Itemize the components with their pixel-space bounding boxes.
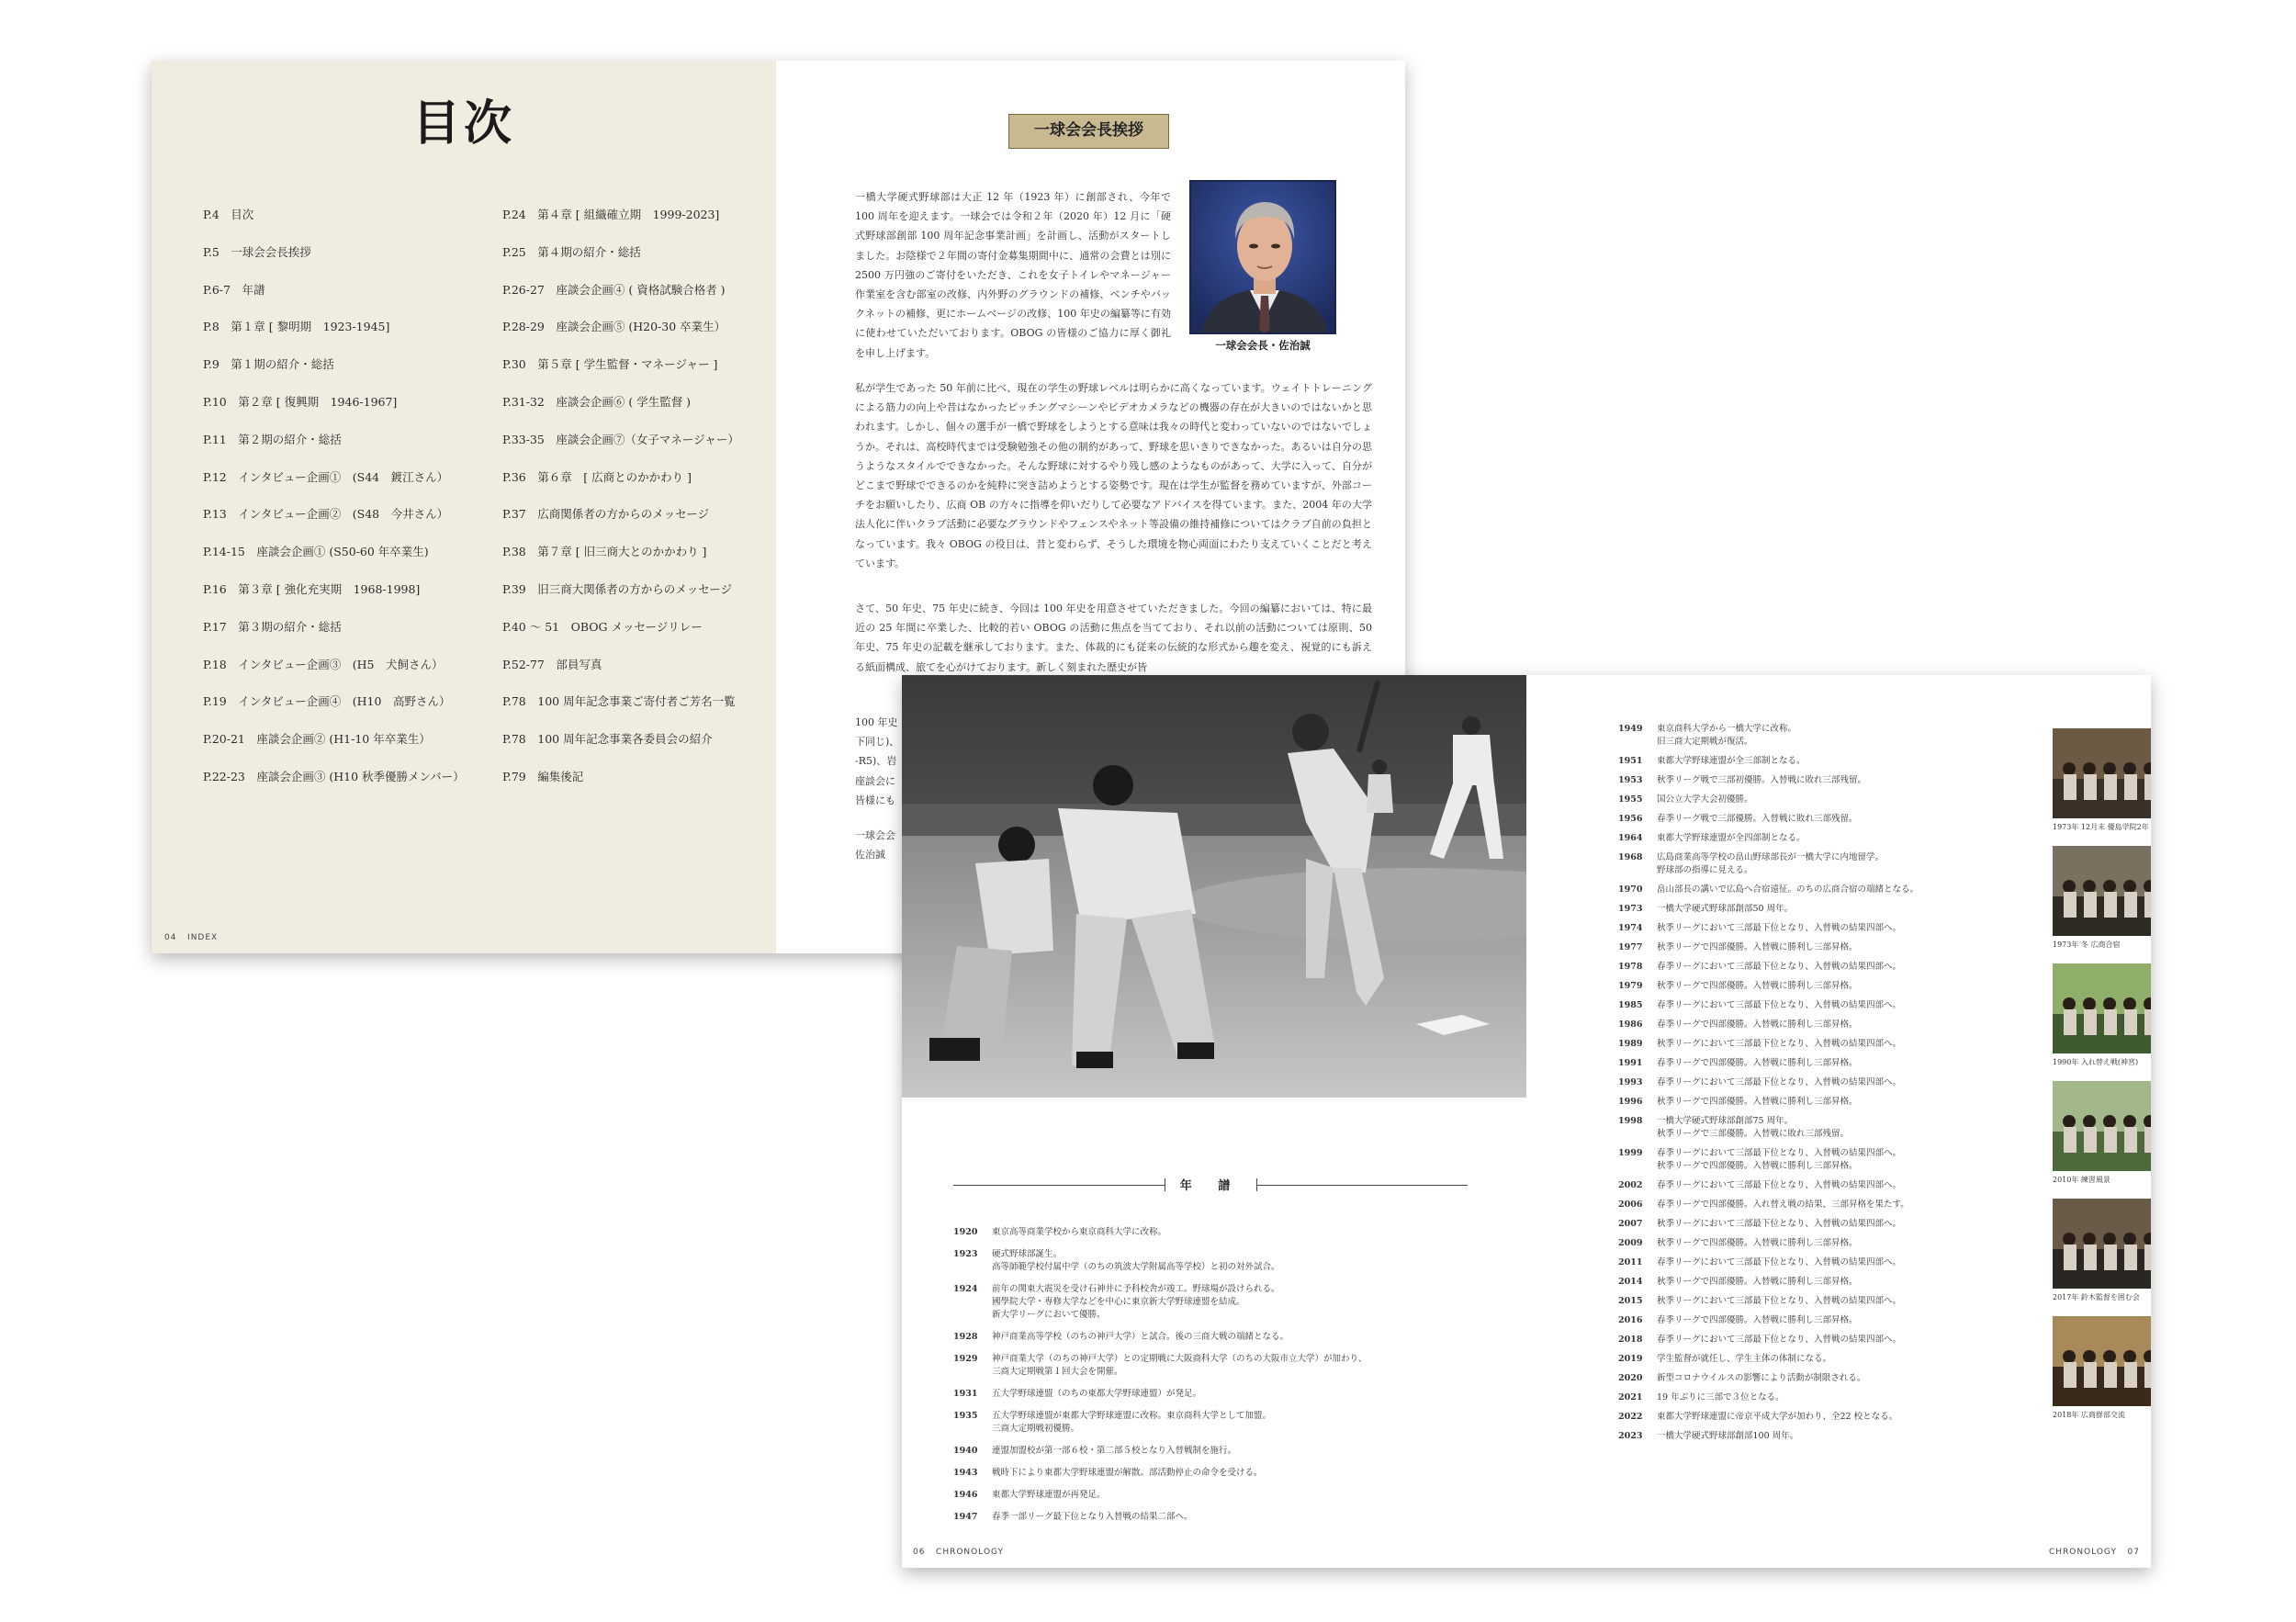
thumbnail-photo [2053, 846, 2151, 936]
timeline-entry [953, 1248, 1394, 1274]
timeline-left [953, 1226, 1394, 1533]
timeline-year: 1991 [1618, 1058, 1643, 1068]
timeline-year: 1946 [953, 1490, 978, 1500]
timeline-entry [1618, 1179, 2004, 1192]
toc-item: P.19 インタビュー企画④ (H10 高野さん） [203, 694, 451, 709]
timeline-entry [1618, 884, 2004, 896]
signature-title: 一球会会 [855, 829, 895, 841]
portrait-caption: 一球会会長・佐治誠 [1215, 339, 1311, 352]
toc-item: P.14-15 座談会企画① (S50-60 年卒業生) [203, 545, 429, 559]
toc-item: P.16 第３章 [ 強化充実期 1968-1998] [203, 581, 421, 596]
folio-label: INDEX [187, 933, 219, 942]
toc-item: P.10 第２章 [ 復興期 1946-1967] [203, 394, 398, 409]
timeline-year: 1968 [1618, 852, 1643, 862]
toc-item: P.78 100 周年記念事業ご寄付者ご芳名一覧 [502, 694, 736, 709]
toc-item: P.31-32 座談会企画⑥ ( 学生監督 ) [502, 394, 692, 409]
timeline-text: 秋季リーグにおいて三部最下位となり、入替戦の結果四部へ。 [1657, 923, 1902, 933]
timeline-year: 1931 [953, 1389, 978, 1399]
timeline-text: 春季リーグ戦で三部優勝。入替戦に敗れ三部残留。 [1657, 814, 1858, 824]
timeline-entry [953, 1331, 1394, 1344]
timeline-text: 神戸商業高等学校（のちの神戸大学）と試合。後の三商大戦の端緒となる。 [992, 1332, 1289, 1342]
timeline-text: 前年の関東大震災を受け石神井に予科校舎が竣工。野球場が設けられる。 國學院大学・専修大学などを中心に東京新大学野球連盟を結成。 新大学リーグにおいて優勝。 [992, 1284, 1280, 1320]
timeline-year: 2019 [1618, 1354, 1643, 1364]
thumbnail-caption: 2010年 練習風景 [2053, 1176, 2110, 1184]
timeline-text: 春季リーグで四部優勝。入替戦に勝利し三部昇格。 [1657, 1315, 1858, 1325]
toc-item: P.12 インタビュー企画① (S44 鍍江さん） [203, 469, 449, 484]
thumbnail-caption: 1973年 冬 広商合宿 [2053, 941, 2121, 949]
timeline-entry [1618, 1334, 2004, 1346]
chronology-title: 年 譜 [1179, 1179, 1242, 1193]
timeline-entry [1618, 755, 2004, 768]
timeline-year: 1955 [1618, 794, 1643, 805]
timeline-year: 2002 [1618, 1180, 1643, 1190]
timeline-text: 一橋大学硬式野球部創部100 周年。 [1657, 1431, 1799, 1441]
chronology-spread [902, 675, 2151, 1568]
timeline-year: 2016 [1618, 1315, 1643, 1325]
timeline-entry [1618, 999, 2004, 1012]
thumbnail-photo [2053, 1199, 2151, 1289]
timeline-entry [1618, 851, 2004, 877]
toc-item: P.78 100 周年記念事業各委員会の紹介 [502, 732, 713, 747]
timeline-text: 東都大学野球連盟が再発足。 [992, 1490, 1106, 1500]
thumbnail-photo [2053, 1316, 2151, 1406]
folio-number: 07 [2127, 1548, 2140, 1557]
timeline-text: 春季リーグにおいて三部最下位となり、入替戦の結果四部へ。 [1657, 1000, 1902, 1010]
timeline-text: 東都大学野球連盟に帝京平成大学が加わり、全22 校となる。 [1657, 1412, 1898, 1422]
thumbnail-photo [2053, 963, 2151, 1053]
timeline-text: 春季リーグにおいて三部最下位となり、入替戦の結果四部へ。 [1657, 1180, 1902, 1190]
greeting-paragraph: 一橋大学硬式野球部は大正 12 年（1923 年）に創部され、今年で 100 周年を迎えます。一球会では令和２年（2020 年）12 月に「硬式野球部創部 100 周年記念事業計画」を計画し、活動がスタートしました。お陰様で２年間の寄付金募集期間中に、通常の会費とは別に 2500 万円強のご寄付をいただき、これを女子トイレやマネージャー作業室を含む部室の改修、内外野のグラウンドの補修、ベンチやバックネットの補修、更にホームベージの改修、100 年史の編纂等に有効に使わせていただいております。OBOG の皆様のご協力に厚く御礼を申し上げます。 [855, 191, 1171, 359]
toc-column-left [203, 208, 478, 807]
toc-item: P.26-27 座談会企画④ ( 資格試験合格者 ) [502, 282, 726, 297]
timeline-year: 1999 [1618, 1148, 1643, 1158]
timeline-entry [1618, 723, 2004, 749]
greeting-paragraph: 私が学生であった 50 年前に比べ、現在の学生の野球レベルは明らかに高くなっています。ウェイトトレーニングによる筋力の向上や昔はなかったピッチングマシーンやビデオカメラなどの機器の存在が大きいのではないかと思われます。しかし、個々の選手が一橋で野球をしようとする意味は我々の時代と変わっていないのではないでしょうか。それは、高校時代までは受験勉強その他の制約があって、野球を思いきりできなかった。あるいは自分の思うようなスタイルでできなかった。そんな野球に対するやり残し感のようなものがあって、大学に入って、自分がどこまで野球でできるのかを純粋に突き詰めようとする姿勢です。現在は学生が監督を務めていますが、外部コーチをお願いしたり、広商 OB の方々に指導を仰いだりして必要なアドバイスを得ています。また、2004 年の大学法人化に伴いクラブ活動に必要なグラウンドやフェンスやネット等設備の維持補修についてはクラブ自前の負担となっています。我々 OBOG の役目は、昔と変わらず、そうした環境を物心両面にわたり支えていくことだと考えています。 [855, 382, 1372, 569]
greeting-heading: 一球会会長挨拶 [1008, 114, 1169, 149]
timeline-entry [1618, 1147, 2004, 1173]
timeline-entry [1618, 1295, 2004, 1308]
chronology-folio-right [2049, 1548, 2140, 1557]
timeline-year: 1986 [1618, 1019, 1643, 1030]
toc-item: P.38 第７章 [ 旧三商大とのかかわり ] [502, 545, 707, 559]
timeline-entry [1618, 1372, 2004, 1385]
timeline-text: 硬式野球部誕生。 高等師範学校付属中学（のちの筑波大学附属高等学校）と初の対外試合。 [992, 1249, 1280, 1272]
timeline-year: 1929 [953, 1354, 978, 1364]
timeline-entry [953, 1410, 1394, 1436]
thumbnail-caption: 1990年 入れ替え戦(神宮) [2053, 1058, 2139, 1066]
timeline-text: 連盟加盟校が第一部６校・第二部５校となり入替戦制を施行。 [992, 1446, 1237, 1456]
timeline-entry [1618, 1218, 2004, 1231]
timeline-text: 五大学野球連盟が東都大学野球連盟に改称。東京商科大学として加盟。 三商大定期戦初優勝。 [992, 1411, 1272, 1434]
timeline-text: 畠山部長の講いで広島へ合宿遠征。のちの広商合宿の端緒となる。 [1657, 884, 1919, 895]
timeline-year: 2009 [1618, 1238, 1643, 1248]
timeline-year: 1979 [1618, 981, 1643, 991]
timeline-year: 1985 [1618, 1000, 1643, 1010]
timeline-entry [953, 1445, 1394, 1458]
toc-item: P.30 第５章 [ 学生監督・マネージャー ] [502, 357, 718, 372]
timeline-year: 1940 [953, 1446, 978, 1456]
timeline-text: 春季一部リーグ最下位となり入替戦の結果二部へ。 [992, 1512, 1193, 1522]
timeline-entry [1618, 903, 2004, 916]
timeline-year: 1935 [953, 1411, 978, 1421]
timeline-entry [953, 1283, 1394, 1322]
timeline-year: 1993 [1618, 1077, 1643, 1087]
toc-item: P.37 広商関係者の方からのメッセージ [502, 507, 710, 522]
timeline-year: 1964 [1618, 833, 1643, 843]
timeline-text: 五大学野球連盟（のちの東都大学野球連盟）が発足。 [992, 1389, 1202, 1399]
timeline-entry [953, 1511, 1394, 1524]
toc-item: P.17 第３期の紹介・総括 [203, 619, 342, 634]
timeline-text: 秋季リーグ戦で三部初優勝。入替戦に敗れ三部残留。 [1657, 775, 1867, 785]
toc-item: P.39 旧三商大関係者の方からのメッセージ [502, 581, 733, 596]
timeline-entry [1618, 1199, 2004, 1211]
timeline-year: 1978 [1618, 962, 1643, 972]
timeline-entry [953, 1467, 1394, 1480]
timeline-year: 2020 [1618, 1373, 1643, 1383]
baseball-batting-photo [902, 675, 1526, 1098]
timeline-entry [1618, 980, 2004, 993]
timeline-right [1618, 723, 2004, 1449]
timeline-entry [1618, 1276, 2004, 1289]
thumbnail-caption: 1973年 12月末 優島学院2年 [2053, 823, 2149, 831]
timeline-year: 2011 [1618, 1257, 1643, 1267]
chronology-folio-left [913, 1548, 1004, 1557]
timeline-entry [1618, 1019, 2004, 1031]
toc-item: P.4 目次 [203, 208, 254, 221]
toc-item: P.18 インタビュー企画③ (H5 犬飼さん） [203, 657, 444, 671]
timeline-text: 一橋大学硬式野球部創部50 周年。 [1657, 904, 1794, 914]
timeline-year: 1951 [1618, 756, 1643, 766]
thumbnail-caption: 2017年 鈴木監督を囲む会 [2053, 1293, 2140, 1301]
timeline-entry [1618, 941, 2004, 954]
timeline-year: 1996 [1618, 1097, 1643, 1107]
toc-item: P.52-77 部員写真 [502, 657, 602, 671]
timeline-text: 春季リーグにおいて三部最下位となり、入替戦の結果四部へ。 [1657, 1335, 1902, 1345]
timeline-text: 秋季リーグで四部優勝。入替戦に勝利し三部昇格。 [1657, 1277, 1858, 1287]
timeline-entry [1618, 1076, 2004, 1089]
index-page [152, 61, 776, 953]
timeline-text: 春季リーグにおいて三部最下位となり、入替戦の結果四部へ。 [1657, 1257, 1902, 1267]
signature-name: 佐治誠 [855, 849, 885, 862]
thumbnail-photo [2053, 1081, 2151, 1171]
thumbnail-photo [2053, 728, 2151, 818]
chronology-heading [953, 1176, 1468, 1194]
timeline-year: 1949 [1618, 724, 1643, 734]
timeline-text: 学生監督が就任し、学生主体の体制になる。 [1657, 1354, 1832, 1364]
folio-label: CHRONOLOGY [936, 1548, 1005, 1557]
timeline-entry [1618, 813, 2004, 826]
timeline-text: 秋季リーグにおいて三部最下位となり、入替戦の結果四部へ。 [1657, 1296, 1902, 1306]
timeline-text: 東都大学野球連盟が全三部制となる。 [1657, 756, 1806, 766]
timeline-year: 2021 [1618, 1392, 1643, 1402]
timeline-text: 19 年ぶりに三部で３位となる。 [1657, 1392, 1784, 1402]
timeline-entry [1618, 1237, 2004, 1250]
timeline-entry [1618, 1430, 2004, 1443]
timeline-text: 秋季リーグで四部優勝。入替戦に勝利し三部昇格。 [1657, 942, 1858, 952]
timeline-year: 1953 [1618, 775, 1643, 785]
timeline-text: 春季リーグにおいて三部最下位となり、入替戦の結果四部へ。 秋季リーグで四部優勝。入替戦に勝利し三部昇格。 [1657, 1148, 1902, 1171]
timeline-entry [1618, 1057, 2004, 1070]
toc-item: P.22-23 座談会企画③ (H10 秋季優勝メンバー） [203, 769, 465, 783]
timeline-text: 春季リーグにおいて三部最下位となり、入替戦の結果四部へ。 [1657, 1077, 1902, 1087]
folio-number: 04 [164, 933, 177, 942]
timeline-year: 2015 [1618, 1296, 1643, 1306]
timeline-entry [1618, 1391, 2004, 1404]
timeline-year: 2006 [1618, 1200, 1643, 1210]
timeline-year: 1956 [1618, 814, 1643, 824]
timeline-text: 東都大学野球連盟が全四部制となる。 [1657, 833, 1806, 843]
timeline-entry [953, 1226, 1394, 1239]
timeline-year: 2018 [1618, 1335, 1643, 1345]
greeting-paragraph: 100 年史 下同じ)、 -R5)、岩 座談会に 皆様にも [855, 716, 900, 806]
toc-item: P.6-7 年譜 [203, 282, 265, 297]
toc-item: P.5 一球会会長挨拶 [203, 244, 311, 259]
timeline-year: 1928 [953, 1332, 978, 1342]
timeline-entry [1618, 1096, 2004, 1109]
folio-number: 06 [913, 1548, 926, 1557]
toc-item: P.13 インタビュー企画② (S48 今井さん） [203, 507, 449, 522]
timeline-entry [1618, 774, 2004, 787]
timeline-year: 1970 [1618, 884, 1643, 895]
timeline-text: 一橋大学硬式野球部創部75 周年。 秋季リーグで三部優勝。入替戦に敗れ三部残留。 [1657, 1116, 1850, 1139]
timeline-year: 1974 [1618, 923, 1643, 933]
toc-column-right [502, 208, 778, 807]
toc-item: P.8 第１章 [ 黎明期 1923-1945] [203, 320, 390, 334]
timeline-text: 神戸商業大学（のちの神戸大学）との定期戦に大阪商科大学（のちの大阪市立大学）が加わり、 三商大定期戦第１回大会を開催。 [992, 1354, 1367, 1377]
timeline-text: 秋季リーグで四部優勝。入替戦に勝利し三部昇格。 [1657, 981, 1858, 991]
timeline-entry [1618, 1353, 2004, 1366]
timeline-text: 東京高等商業学校から東京商科大学に改称。 [992, 1227, 1167, 1237]
timeline-entry [1618, 794, 2004, 806]
timeline-year: 2022 [1618, 1412, 1643, 1422]
timeline-year: 1998 [1618, 1116, 1643, 1126]
toc-item: P.28-29 座談会企画⑤ (H20-30 卒業生） [502, 320, 726, 334]
timeline-text: 国公立大学大会初優勝。 [1657, 794, 1753, 805]
timeline-text: 秋季リーグで四部優勝。入替戦に勝利し三部昇格。 [1657, 1097, 1858, 1107]
timeline-text: 春季リーグで四部優勝。入替戦に勝利し三部昇格。 [1657, 1019, 1858, 1030]
timeline-text: 春季リーグにおいて三部最下位となり、入替戦の結果四部へ。 [1657, 962, 1902, 972]
toc-item: P.33-35 座談会企画⑦（女子マネージャー） [502, 432, 739, 446]
timeline-entry [1618, 1038, 2004, 1051]
toc-item: P.9 第１期の紹介・総括 [203, 357, 334, 372]
timeline-year: 2014 [1618, 1277, 1643, 1287]
timeline-entry [1618, 832, 2004, 845]
chronology-page-right [1526, 675, 2151, 1568]
timeline-entry [1618, 1256, 2004, 1269]
chronology-page-left [902, 675, 1526, 1568]
timeline-entry [953, 1489, 1394, 1502]
timeline-year: 1924 [953, 1284, 978, 1294]
toc-item: P.11 第２期の紹介・総括 [203, 432, 342, 446]
timeline-text: 春季リーグで四部優勝。入れ替え戦の結果、三部昇格を果たす。 [1657, 1200, 1909, 1210]
timeline-entry [1618, 961, 2004, 974]
timeline-entry [1618, 1314, 2004, 1327]
timeline-year: 1947 [953, 1512, 978, 1522]
timeline-text: 広島商業高等学校の畠山野球部長が一橋大学に内地留学。 野球部の指導に見える。 [1657, 852, 1885, 875]
toc-item: P.36 第６章 [ 広商とのかかわり ] [502, 469, 692, 484]
timeline-year: 2023 [1618, 1431, 1643, 1441]
timeline-text: 秋季リーグで四部優勝。入替戦に勝利し三部昇格。 [1657, 1238, 1858, 1248]
timeline-year: 1923 [953, 1249, 978, 1259]
heading-rule [1256, 1185, 1468, 1186]
greeting-paragraph: さて、50 年史、75 年史に続き、今回は 100 年史を用意させていただきました。今回の編纂においては、特に最近の 25 年間に卒業した、比較的若い OBOG の活動に焦点を当てており、それ以前の活動については原則、50 年史、75 年史の記載を継承しております。また、体裁的にも従来の伝統的な形式から趣を変え、視覚的にも訴える紙面構成、旅てを心がけております。新しく刻まれた歴史が皆 [855, 603, 1372, 673]
timeline-entry [1618, 1411, 2004, 1424]
toc-item: P.25 第４期の紹介・総括 [502, 244, 641, 259]
thumbnail-caption: 2018年 広商群部交流 [2053, 1411, 2125, 1419]
timeline-text: 秋季リーグにおいて三部最下位となり、入替戦の結果四部へ。 [1657, 1219, 1902, 1229]
index-title: 目次 [411, 96, 515, 152]
toc-item: P.24 第４章 [ 組織確立期 1999-2023] [502, 208, 720, 221]
chairman-portrait [1189, 180, 1336, 334]
timeline-year: 2007 [1618, 1219, 1643, 1229]
timeline-text: 東京商科大学から一橋大学に改称。 旧三商大定期戦が復活。 [1657, 724, 1797, 747]
toc-item: P.20-21 座談会企画② (H1-10 年卒業生） [203, 732, 431, 747]
folio-label: CHRONOLOGY [2048, 1548, 2117, 1557]
toc-item: P.79 編集後記 [502, 769, 584, 783]
index-folio [164, 933, 218, 942]
timeline-year: 1943 [953, 1468, 978, 1478]
timeline-year: 1920 [953, 1227, 978, 1237]
timeline-entry [953, 1388, 1394, 1401]
timeline-text: 春季リーグで四部優勝。入替戦に勝利し三部昇格。 [1657, 1058, 1858, 1068]
timeline-year: 1989 [1618, 1039, 1643, 1049]
timeline-year: 1973 [1618, 904, 1643, 914]
timeline-entry [953, 1353, 1394, 1379]
timeline-entry [1618, 922, 2004, 935]
timeline-entry [1618, 1115, 2004, 1141]
timeline-text: 新型コロナウイルスの影響により活動が制限される。 [1657, 1373, 1866, 1383]
timeline-text: 秋季リーグにおいて三部最下位となり、入替戦の結果四部へ。 [1657, 1039, 1902, 1049]
timeline-text: 戦時下により東都大学野球連盟が解散。部活動停止の命令を受ける。 [992, 1468, 1263, 1478]
toc-item: P.40 ～ 51 OBOG メッセージリレー [502, 619, 703, 634]
timeline-year: 1977 [1618, 942, 1643, 952]
